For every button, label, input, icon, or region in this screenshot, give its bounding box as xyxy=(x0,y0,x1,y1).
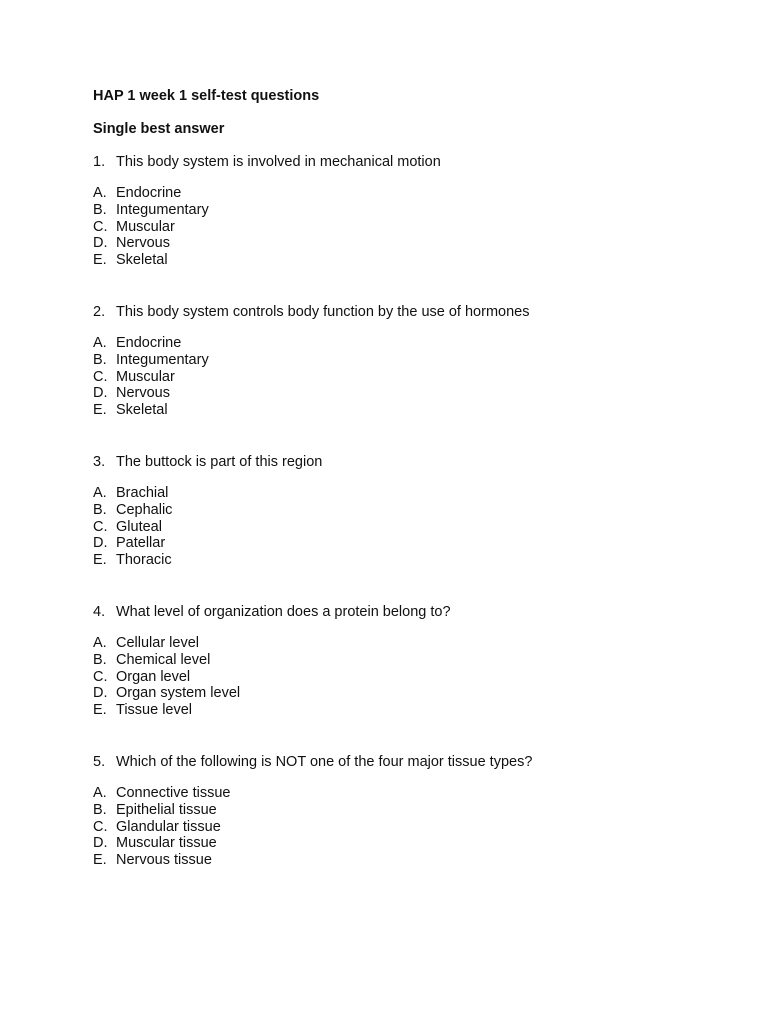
question-text: This body system is involved in mechanical motion xyxy=(116,154,441,170)
answer-option xyxy=(93,235,733,252)
option-text: Nervous tissue xyxy=(116,852,212,869)
answer-option xyxy=(93,185,733,202)
option-text: Glandular tissue xyxy=(116,818,221,835)
answer-option xyxy=(93,635,733,652)
option-letter: E. xyxy=(93,852,107,869)
option-letter: D. xyxy=(93,685,108,702)
question-3 xyxy=(93,452,733,569)
option-letter: C. xyxy=(93,668,108,685)
answer-option xyxy=(93,852,733,869)
question-text: What level of organization does a protein belong to? xyxy=(116,603,451,620)
answer-option xyxy=(93,385,733,402)
question-number: 5. xyxy=(93,753,106,770)
option-text: Nervous xyxy=(116,385,170,402)
option-letter: E. xyxy=(93,402,107,419)
question-2 xyxy=(93,302,733,419)
option-text: Thoracic xyxy=(116,552,172,569)
option-letter: A. xyxy=(93,334,107,351)
question-5-stem xyxy=(93,752,733,772)
question-number: 2. xyxy=(93,303,106,320)
answer-option xyxy=(93,802,733,819)
option-letter: E. xyxy=(93,252,107,269)
option-letter: B. xyxy=(93,651,107,668)
option-text: Cephalic xyxy=(116,501,173,518)
option-text: Endocrine xyxy=(116,185,182,201)
option-letter: B. xyxy=(93,351,107,368)
option-text: Epithelial tissue xyxy=(116,801,217,818)
option-letter: D. xyxy=(93,385,108,402)
option-letter: B. xyxy=(93,801,107,818)
answer-option xyxy=(93,535,733,552)
answer-option xyxy=(93,252,733,269)
question-4-stem xyxy=(93,602,733,622)
option-text: Chemical level xyxy=(116,651,211,668)
answer-option xyxy=(93,669,733,686)
document-title: HAP 1 week 1 self-test questions xyxy=(93,88,320,104)
answer-options xyxy=(93,185,733,269)
option-text: Cellular level xyxy=(116,634,200,651)
option-letter: A. xyxy=(93,634,107,651)
answer-option xyxy=(93,485,733,502)
option-letter: E. xyxy=(93,702,107,719)
option-letter: B. xyxy=(93,201,107,218)
answer-option xyxy=(93,352,733,369)
question-text: This body system controls body function by the use of hormones xyxy=(116,303,530,320)
question-1-stem xyxy=(93,152,733,172)
option-text: Nervous xyxy=(116,235,170,252)
option-letter: D. xyxy=(93,835,108,852)
option-text: Muscular xyxy=(116,218,175,235)
option-letter: A. xyxy=(93,784,107,801)
option-text: Integumentary xyxy=(116,351,209,368)
answer-option xyxy=(93,219,733,236)
answer-option xyxy=(93,685,733,702)
option-text: Skeletal xyxy=(116,402,168,419)
question-text: Which of the following is NOT one of the four major tissue types? xyxy=(116,753,533,770)
option-letter: D. xyxy=(93,235,108,252)
answer-options xyxy=(93,485,733,569)
answer-option xyxy=(93,202,733,219)
question-5 xyxy=(93,752,733,869)
option-letter: C. xyxy=(93,368,108,385)
option-text: Organ level xyxy=(116,668,191,685)
option-text: Muscular tissue xyxy=(116,835,217,852)
option-text: Integumentary xyxy=(116,201,209,218)
answer-options xyxy=(93,785,733,869)
option-letter: C. xyxy=(93,218,108,235)
answer-option xyxy=(93,785,733,802)
answer-option xyxy=(93,819,733,836)
option-letter: E. xyxy=(93,552,107,569)
option-letter: D. xyxy=(93,535,108,552)
question-3-stem xyxy=(93,452,733,472)
answer-option xyxy=(93,519,733,536)
answer-option xyxy=(93,552,733,569)
answer-option xyxy=(93,502,733,519)
option-text: Endocrine xyxy=(116,334,182,351)
answer-option xyxy=(93,702,733,719)
answer-option xyxy=(93,835,733,852)
document-page xyxy=(93,86,733,869)
option-letter: A. xyxy=(93,484,107,501)
option-text: Muscular xyxy=(116,368,175,385)
question-number: 1. xyxy=(93,154,106,170)
answer-option xyxy=(93,369,733,386)
answer-option xyxy=(93,402,733,419)
option-letter: C. xyxy=(93,818,108,835)
answer-options xyxy=(93,335,733,419)
question-number: 4. xyxy=(93,603,106,620)
answer-option xyxy=(93,652,733,669)
option-text: Skeletal xyxy=(116,252,168,269)
question-text: The buttock is part of this region xyxy=(116,453,323,470)
question-1 xyxy=(93,152,733,269)
option-text: Organ system level xyxy=(116,685,241,702)
section-heading: Single best answer xyxy=(93,121,225,137)
option-text: Patellar xyxy=(116,535,166,552)
option-text: Brachial xyxy=(116,484,169,501)
question-number: 3. xyxy=(93,453,106,470)
question-2-stem xyxy=(93,302,733,322)
answer-option xyxy=(93,335,733,352)
option-letter: A. xyxy=(93,185,107,201)
option-text: Tissue level xyxy=(116,702,193,719)
question-4 xyxy=(93,602,733,719)
option-text: Gluteal xyxy=(116,518,162,535)
option-letter: B. xyxy=(93,501,107,518)
option-letter: C. xyxy=(93,518,108,535)
answer-options xyxy=(93,635,733,719)
option-text: Connective tissue xyxy=(116,784,231,801)
